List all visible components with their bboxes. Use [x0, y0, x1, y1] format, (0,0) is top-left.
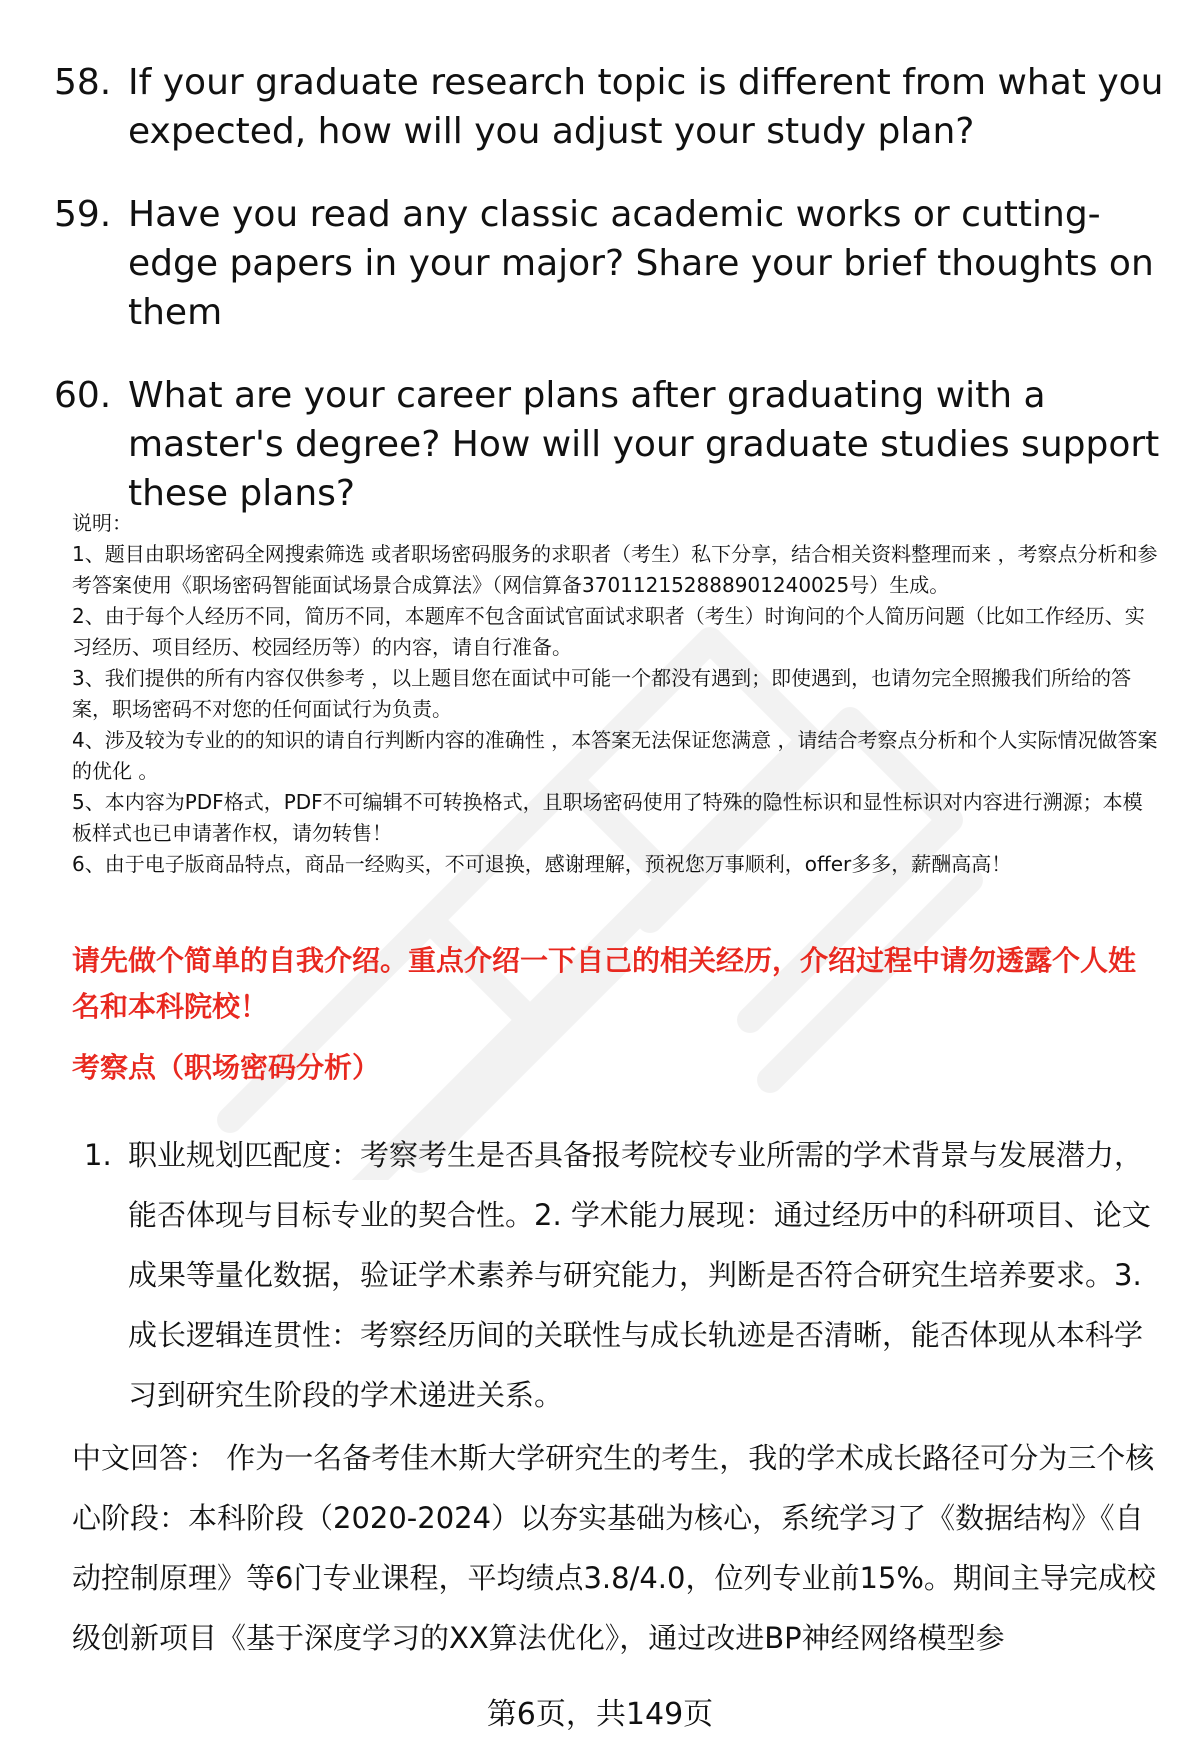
- question-item: [54, 371, 1164, 518]
- exam-point-text: 职业规划匹配度：考察考生是否具备报考院校专业所需的学术背景与发展潜力，能否体现与目标专业的契合性。2. 学术能力展现：通过经历中的科研项目、论文成果等量化数据，验证学术素养与研究能力，判断是否符合研究生培养要求。3. 成长逻辑连贯性：考察经历间的关联性与成长轨迹是否清晰，能否体现从本科学习到研究生阶段的学术递进关系。: [128, 1138, 1151, 1412]
- exam-points-list: [84, 1125, 1164, 1425]
- exam-point-number: 1.: [84, 1138, 112, 1172]
- note-item: 1、题目由职场密码全网搜索筛选 或者职场密码服务的求职者（考生）私下分享，结合相关资料整理而来 ，考察点分析和参考答案使用《职场密码智能面试场景合成算法》（网信算备370112152888901240025号）生成。: [72, 542, 1158, 597]
- note-item: 5、本内容为PDF格式，PDF不可编辑不可转换格式，且职场密码使用了特殊的隐性标识和显性标识对内容进行溯源；本模板样式也已申请著作权，请勿转售！: [72, 790, 1143, 845]
- question-text: Have you read any classic academic works or cutting-edge papers in your major? Share your brief thoughts on them: [128, 194, 1154, 333]
- note-item: 4、涉及较为专业的的知识的请自行判断内容的准确性 ，本答案无法保证您满意 ，请结合考察点分析和个人实际情况做答案的优化 。: [72, 728, 1158, 783]
- question-number: 58.: [54, 62, 112, 103]
- question-text: If your graduate research topic is different from what you expected, how will you adjust your study plan?: [128, 62, 1164, 152]
- interview-question-title: 请先做个简单的自我介绍。重点介绍一下自己的相关经历，介绍过程中请勿透露个人姓名和本科院校！: [72, 944, 1137, 1023]
- question-number: 59.: [54, 194, 112, 235]
- notes-title: 说明：: [72, 511, 132, 535]
- chinese-answer: 中文回答： 作为一名备考佳木斯大学研究生的考生，我的学术成长路径可分为三个核心阶段：本科阶段（2020-2024）以夯实基础为核心，系统学习了《数据结构》《自动控制原理》等6门专业课程，平均绩点3.8/4.0，位列专业前15%。期间主导完成校级创新项目《基于深度学习的XX算法优化》，通过改进BP神经网络模型参: [72, 1441, 1156, 1655]
- note-item: 2、由于每个人经历不同，简历不同，本题库不包含面试官面试求职者（考生）时询问的个人简历问题（比如工作经历、实习经历、项目经历、校园经历等）的内容，请自行准备。: [72, 604, 1145, 659]
- question-number: 60.: [54, 375, 112, 416]
- page-footer: 第6页，共149页: [486, 1697, 714, 1732]
- question-text: What are your career plans after graduating with a master's degree? How will your graduate studies support these plans?: [128, 375, 1160, 514]
- disclaimer-notes: [72, 508, 1162, 880]
- exam-points-heading: 考察点（职场密码分析）: [72, 1051, 381, 1084]
- question-item: [54, 58, 1164, 156]
- question-list: [54, 58, 1164, 552]
- note-item: 3、我们提供的所有内容仅供参考 ，以上题目您在面试中可能一个都没有遇到；即使遇到，也请勿完全照搬我们所给的答案，职场密码不对您的任何面试行为负责。: [72, 666, 1132, 721]
- note-item: 6、由于电子版商品特点，商品一经购买，不可退换，感谢理解，预祝您万事顺利，offer多多，薪酬高高！: [72, 852, 1012, 876]
- question-item: [54, 190, 1164, 337]
